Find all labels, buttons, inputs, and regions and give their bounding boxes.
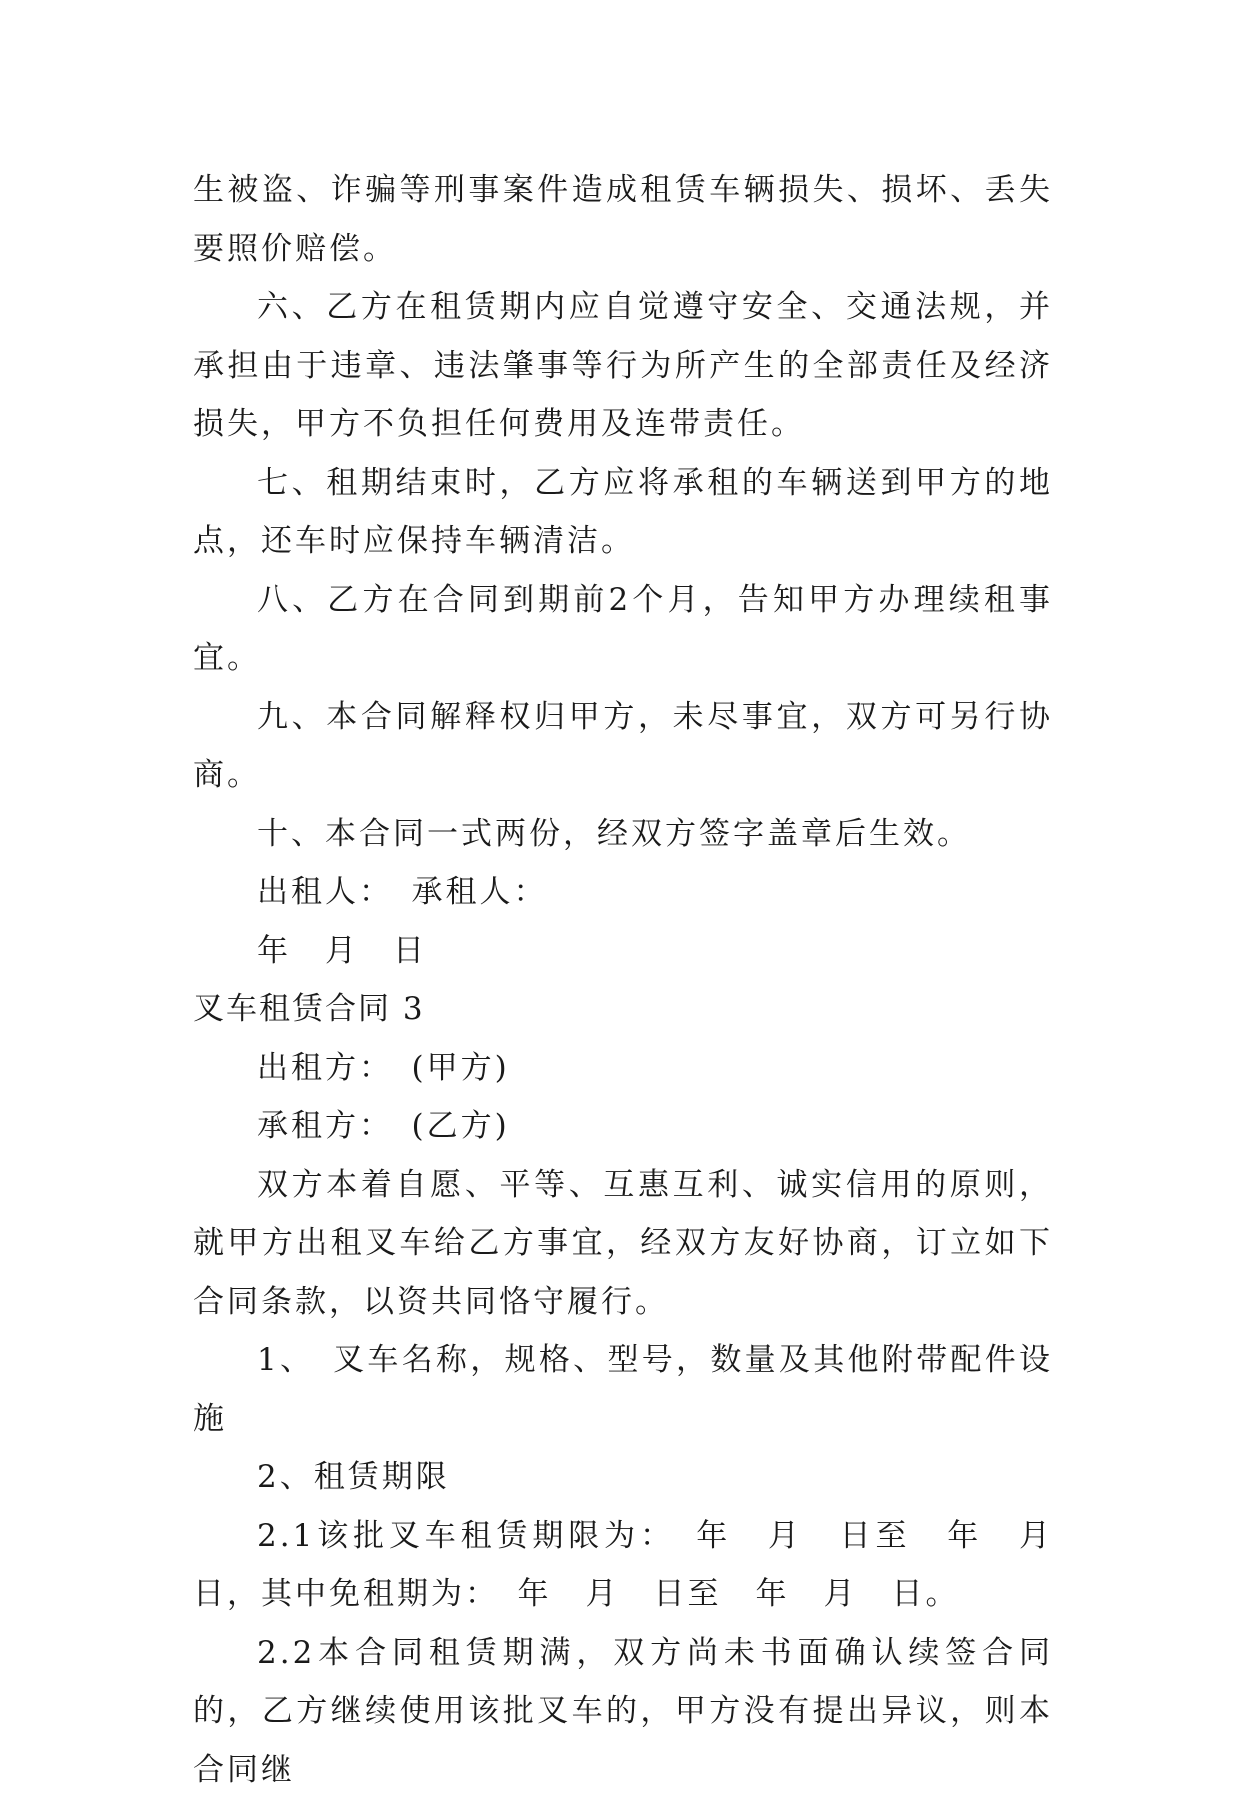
paragraph-clause-10: 十、本合同一式两份，经双方签字盖章后生效。 bbox=[193, 805, 1053, 864]
paragraph-item-2: 2、租赁期限 bbox=[193, 1448, 1053, 1507]
signature-line: 出租人： 承租人： bbox=[193, 863, 1053, 922]
paragraph-clause-8: 八、乙方在合同到期前2个月，告知甲方办理续租事宜。 bbox=[193, 571, 1053, 688]
date-line: 年 月 日 bbox=[193, 922, 1053, 981]
paragraph-item-1: 1、 叉车名称，规格、型号，数量及其他附带配件设施 bbox=[193, 1331, 1053, 1448]
lessor-line: 出租方： (甲方) bbox=[193, 1039, 1053, 1098]
paragraph-item-2-1: 2.1该批叉车租赁期限为： 年 月 日至 年 月 日，其中免租期为： 年 月 日至 年 月 日。 bbox=[193, 1507, 1053, 1624]
document-body bbox=[193, 161, 1053, 1799]
paragraph-clause-7: 七、租期结束时，乙方应将承租的车辆送到甲方的地点，还车时应保持车辆清洁。 bbox=[193, 454, 1053, 571]
lessee-line: 承租方： (乙方) bbox=[193, 1097, 1053, 1156]
paragraph-item-2-2: 2.2本合同租赁期满，双方尚未书面确认续签合同的，乙方继续使用该批叉车的，甲方没有提出异议，则本合同继 bbox=[193, 1624, 1053, 1799]
contract-title: 叉车租赁合同 3 bbox=[193, 980, 1053, 1039]
paragraph-clause-9: 九、本合同解释权归甲方，未尽事宜，双方可另行协商。 bbox=[193, 688, 1053, 805]
paragraph-clause-6: 六、乙方在租赁期内应自觉遵守安全、交通法规，并承担由于违章、违法肇事等行为所产生的全部责任及经济损失，甲方不负担任何费用及连带责任。 bbox=[193, 278, 1053, 454]
paragraph-intro: 双方本着自愿、平等、互惠互利、诚实信用的原则，就甲方出租叉车给乙方事宜，经双方友好协商，订立如下合同条款，以资共同恪守履行。 bbox=[193, 1156, 1053, 1332]
paragraph-continuation: 生被盗、诈骗等刑事案件造成租赁车辆损失、损坏、丢失要照价赔偿。 bbox=[193, 161, 1053, 278]
